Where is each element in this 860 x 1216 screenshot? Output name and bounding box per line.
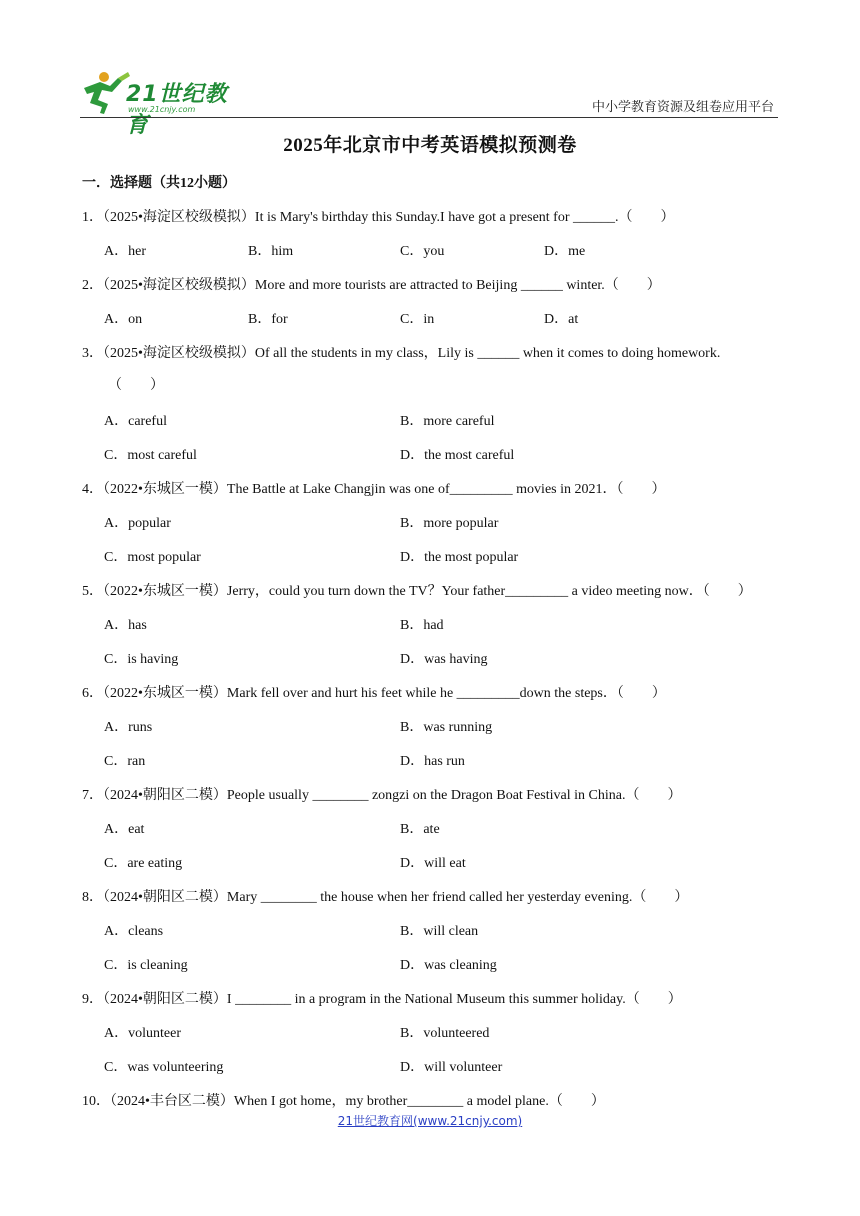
answer-option[interactable]: D．the most popular — [400, 550, 519, 565]
question-stem: 3．（2025•海淀区校级模拟）Of all the students in my class，Lily is ______ when it comes to doing homework. — [82, 346, 721, 361]
question-stem: 8．（2024•朝阳区二模）Mary ________ the house when her friend called her yesterday evening.（ ） — [82, 890, 689, 905]
answer-option[interactable]: A．volunteer — [104, 1026, 181, 1041]
answer-option[interactable]: A．cleans — [104, 924, 164, 939]
answer-option[interactable]: B．will clean — [400, 924, 479, 939]
answer-option[interactable]: C．most careful — [104, 448, 197, 463]
header-divider — [80, 117, 778, 118]
answer-option[interactable]: D．will volunteer — [400, 1060, 503, 1075]
answer-option[interactable]: A．eat — [104, 822, 145, 837]
answer-option[interactable]: B．volunteered — [400, 1026, 490, 1041]
answer-option[interactable]: D．was having — [400, 652, 488, 667]
question-stem: 2．（2025•海淀区校级模拟）More and more tourists are attracted to Beijing ______ winter.（ ） — [82, 278, 661, 293]
answer-option[interactable]: A．her — [104, 244, 146, 259]
answer-option[interactable]: C．you — [400, 244, 445, 259]
answer-option[interactable]: B．him — [248, 244, 294, 259]
page-title: 2025年北京市中考英语模拟预测卷 — [283, 135, 577, 156]
logo-text: 21世纪教育 — [126, 82, 228, 138]
answer-option[interactable]: B．ate — [400, 822, 440, 837]
answer-option[interactable]: D．has run — [400, 754, 465, 769]
answer-option[interactable]: A．has — [104, 618, 147, 633]
platform-name: 中小学教育资源及组卷应用平台 — [591, 100, 774, 115]
question-stem: 5．（2022•东城区一模）Jerry，could you turn down the TV？Your father_________ a video meeting now．（ ） — [82, 584, 752, 599]
answer-option[interactable]: A．on — [104, 312, 143, 327]
answer-option[interactable]: B．was running — [400, 720, 493, 735]
answer-option[interactable]: B．for — [248, 312, 288, 327]
answer-option[interactable]: C．is cleaning — [104, 958, 188, 973]
question-stem: 4．（2022•东城区一模）The Battle at Lake Changjin was one of_________ movies in 2021．（ ） — [82, 482, 666, 497]
question-stem: 6．（2022•东城区一模）Mark fell over and hurt his feet while he _________down the steps．（ ） — [82, 686, 666, 701]
answer-option[interactable]: B．more popular — [400, 516, 499, 531]
answer-option[interactable]: C．are eating — [104, 856, 183, 871]
answer-option[interactable]: D．was cleaning — [400, 958, 497, 973]
answer-option[interactable]: C．ran — [104, 754, 146, 769]
answer-option[interactable]: B．had — [400, 618, 444, 633]
answer-option[interactable]: B．more careful — [400, 414, 495, 429]
answer-option[interactable]: A．careful — [104, 414, 167, 429]
footer-link[interactable]: 21世纪教育网(www.21cnjy.com) — [337, 1114, 523, 1128]
question-stem: 9．（2024•朝阳区二模）I ________ in a program in the National Museum this summer holiday.（ ） — [82, 992, 682, 1007]
answer-option[interactable]: D．the most careful — [400, 448, 515, 463]
answer-option[interactable]: C．most popular — [104, 550, 201, 565]
question-stem-continuation: （ ） — [108, 378, 164, 393]
question-stem: 7．（2024•朝阳区二模）People usually ________ zongzi on the Dragon Boat Festival in China.（ ） — [82, 788, 682, 803]
answer-option[interactable]: C．is having — [104, 652, 179, 667]
answer-option[interactable]: C．in — [400, 312, 435, 327]
answer-option[interactable]: D．will eat — [400, 856, 466, 871]
question-stem: 1．（2025•海淀区校级模拟）It is Mary's birthday this Sunday.I have got a present for ______.（ ） — [82, 210, 675, 225]
answer-option[interactable]: A．popular — [104, 516, 171, 531]
answer-option[interactable]: A．runs — [104, 720, 153, 735]
question-stem: 10．（2024•丰台区二模）When I got home，my brother________ a model plane.（ ） — [82, 1094, 605, 1109]
answer-option[interactable]: D．me — [544, 244, 586, 259]
section-heading: 一．选择题（共12小题） — [82, 176, 236, 191]
logo-url: www.21cnjy.com — [128, 105, 196, 114]
answer-option[interactable]: C．was volunteering — [104, 1060, 224, 1075]
logo-21cnjy — [78, 68, 248, 138]
answer-option[interactable]: D．at — [544, 312, 579, 327]
